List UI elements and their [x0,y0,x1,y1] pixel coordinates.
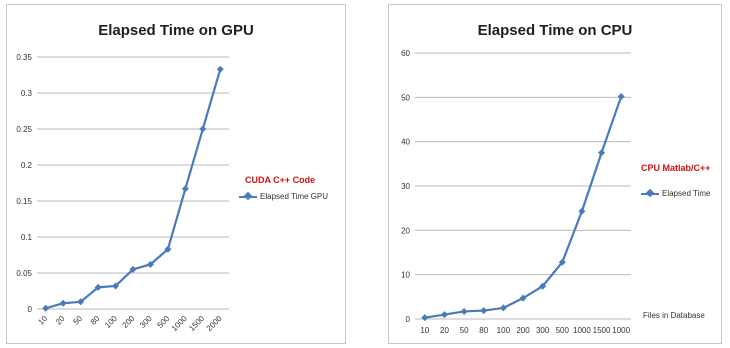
gpu-data-point [217,66,224,73]
gpu-y-tick-label: 0.3 [20,89,32,98]
gpu-chart-title: Elapsed Time on GPU [98,22,254,39]
gpu-y-tick-label: 0.1 [20,233,32,242]
gpu-y-tick-label: 0.2 [20,161,32,170]
cpu-data-point [618,93,625,100]
cpu-y-tick-label: 20 [401,226,410,236]
gpu-legend-label: Elapsed Time GPU [260,192,329,201]
gpu-chart-panel [6,4,346,344]
cpu-x-tick-label: 50 [459,326,469,335]
gpu-x-tick-label: 300 [138,314,154,330]
cpu-data-point [578,208,585,215]
cpu-y-tick-label: 10 [401,270,410,280]
cpu-x-tick-label: 200 [516,326,530,335]
cpu-legend-label: Elapsed Time [662,189,711,198]
gpu-x-tick-label: 1500 [187,314,207,333]
cpu-chart-plot [389,5,721,343]
cpu-series-line [425,96,621,317]
gpu-x-tick-label: 80 [88,314,102,327]
gpu-x-tick-label: 100 [103,314,119,330]
cpu-legend-swatch [641,193,659,195]
cpu-x-tick-label: 500 [555,326,569,335]
gpu-data-point [60,300,67,307]
cpu-x-tick-label: 300 [535,326,550,335]
cpu-data-point [500,304,507,311]
cpu-x-tick-label: 10 [420,326,430,335]
cpu-legend-title: CPU Matlab/C++ [641,163,711,173]
cpu-y-tick-label: 0 [405,315,410,324]
gpu-y-tick-label: 0.15 [16,197,32,206]
cpu-x-tick-label: 1500 [592,326,611,335]
cpu-x-tick-label: 1000 [612,326,631,335]
cpu-y-tick-label: 40 [401,137,410,147]
gpu-data-point [42,305,49,312]
gpu-x-tick-label: 200 [120,314,137,330]
cpu-x-tick-label: 80 [479,326,489,335]
cpu-data-point [441,311,448,318]
gpu-data-point [182,185,189,192]
cpu-x-tick-label: 20 [440,326,449,335]
gpu-y-tick-label: 0.35 [16,53,32,62]
gpu-x-tick-label: 1000 [169,314,189,333]
cpu-y-tick-label: 30 [401,182,410,191]
gpu-data-point [199,126,206,133]
cpu-legend-entry [641,189,710,198]
cpu-data-point [598,149,605,156]
cpu-data-point [421,314,428,321]
cpu-chart-title: Elapsed Time on CPU [477,22,633,39]
cpu-data-point [461,308,468,315]
gpu-y-tick-label: 0 [27,305,32,314]
cpu-x-tick-label: 1000 [573,326,591,335]
gpu-legend-title: CUDA C++ Code [245,175,316,185]
gpu-y-tick-label: 0.05 [16,269,32,278]
gpu-x-tick-label: 20 [53,314,67,327]
gpu-x-tick-label: 10 [36,314,50,327]
cpu-annotation: Files in Database [643,311,705,320]
gpu-x-tick-label: 50 [71,314,85,327]
gpu-y-tick-label: 0.25 [16,125,32,134]
gpu-x-tick-label: 500 [155,314,172,330]
cpu-data-point [480,307,487,314]
cpu-chart-panel [388,4,722,344]
cpu-y-tick-label: 60 [401,49,410,58]
gpu-chart-plot [7,5,345,343]
gpu-x-tick-label: 2000 [204,314,224,333]
gpu-legend-entry [239,192,328,201]
cpu-y-tick-label: 50 [401,93,410,103]
cpu-x-tick-label: 100 [496,326,511,335]
gpu-legend-swatch [239,196,257,198]
